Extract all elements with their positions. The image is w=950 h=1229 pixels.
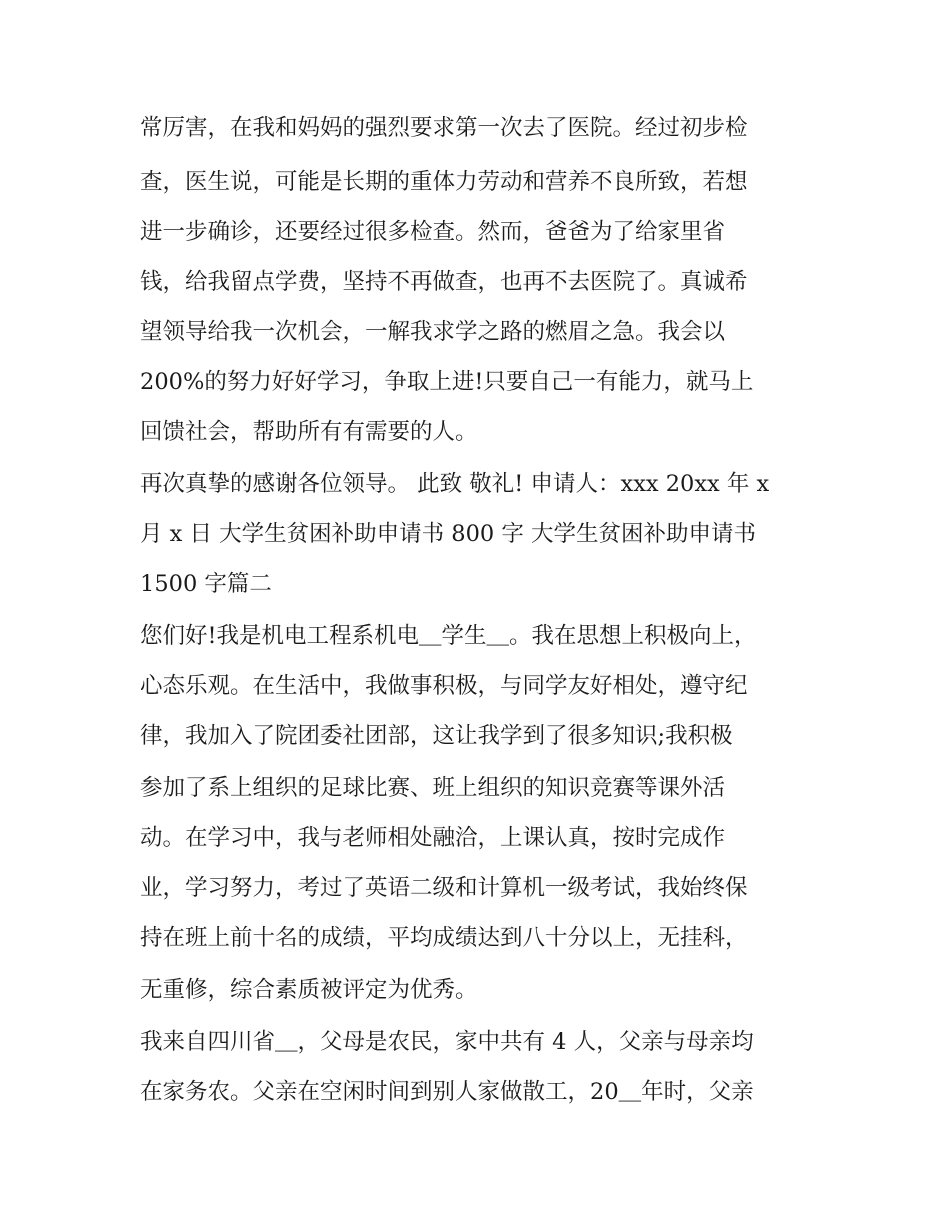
- text-line: 业，学习努力，考过了英语二级和计算机一级考试，我始终保: [140, 875, 748, 901]
- text-line: 查，医生说，可能是长期的重体力劳动和营养不良所致，若想: [140, 169, 748, 195]
- text-line: 钱，给我留点学费，坚持不再做查，也再不去医院了。真诚希: [140, 269, 748, 295]
- text-line: 持在班上前十名的成绩，平均成绩达到八十分以上，无挂科，: [140, 925, 748, 951]
- text-line: 律，我加入了院团委社团部，这让我学到了很多知识;我积极: [140, 723, 733, 749]
- text-line: 我来自四川省＿，父母是农民，家中共有 4 人，父亲与母亲均: [140, 1029, 754, 1055]
- text-line: 动。在学习中，我与老师相处融洽，上课认真，按时完成作: [140, 825, 726, 851]
- text-line: 常厉害，在我和妈妈的强烈要求第一次去了医院。经过初步检: [140, 115, 748, 141]
- text-line: 回馈社会，帮助所有有需要的人。: [140, 419, 478, 445]
- text-line: 1500 字篇二: [140, 571, 272, 597]
- text-line: 参加了系上组织的足球比赛、班上组织的知识竞赛等课外活: [140, 775, 726, 801]
- text-line: 再次真挚的感谢各位领导。 此致 敬礼! 申请人：xxx 20xx 年 x: [140, 471, 770, 497]
- text-line: 无重修，综合素质被评定为优秀。: [140, 977, 478, 1003]
- text-line: 月 x 日 大学生贫困补助申请书 800 字 大学生贫困补助申请书: [140, 521, 757, 547]
- text-line: 心态乐观。在生活中，我做事积极，与同学友好相处，遵守纪: [140, 673, 748, 699]
- text-line: 进一步确诊，还要经过很多检查。然而，爸爸为了给家里省: [140, 219, 726, 245]
- text-line: 在家务农。父亲在空闲时间到别人家做散工，20＿年时，父亲: [140, 1079, 754, 1105]
- text-line: 200%的努力好好学习，争取上进!只要自己一有能力，就马上: [140, 369, 754, 395]
- text-line: 您们好!我是机电工程系机电＿学生＿。我在思想上积极向上，: [140, 623, 757, 649]
- text-line: 望领导给我一次机会，一解我求学之路的燃眉之急。我会以: [140, 319, 726, 345]
